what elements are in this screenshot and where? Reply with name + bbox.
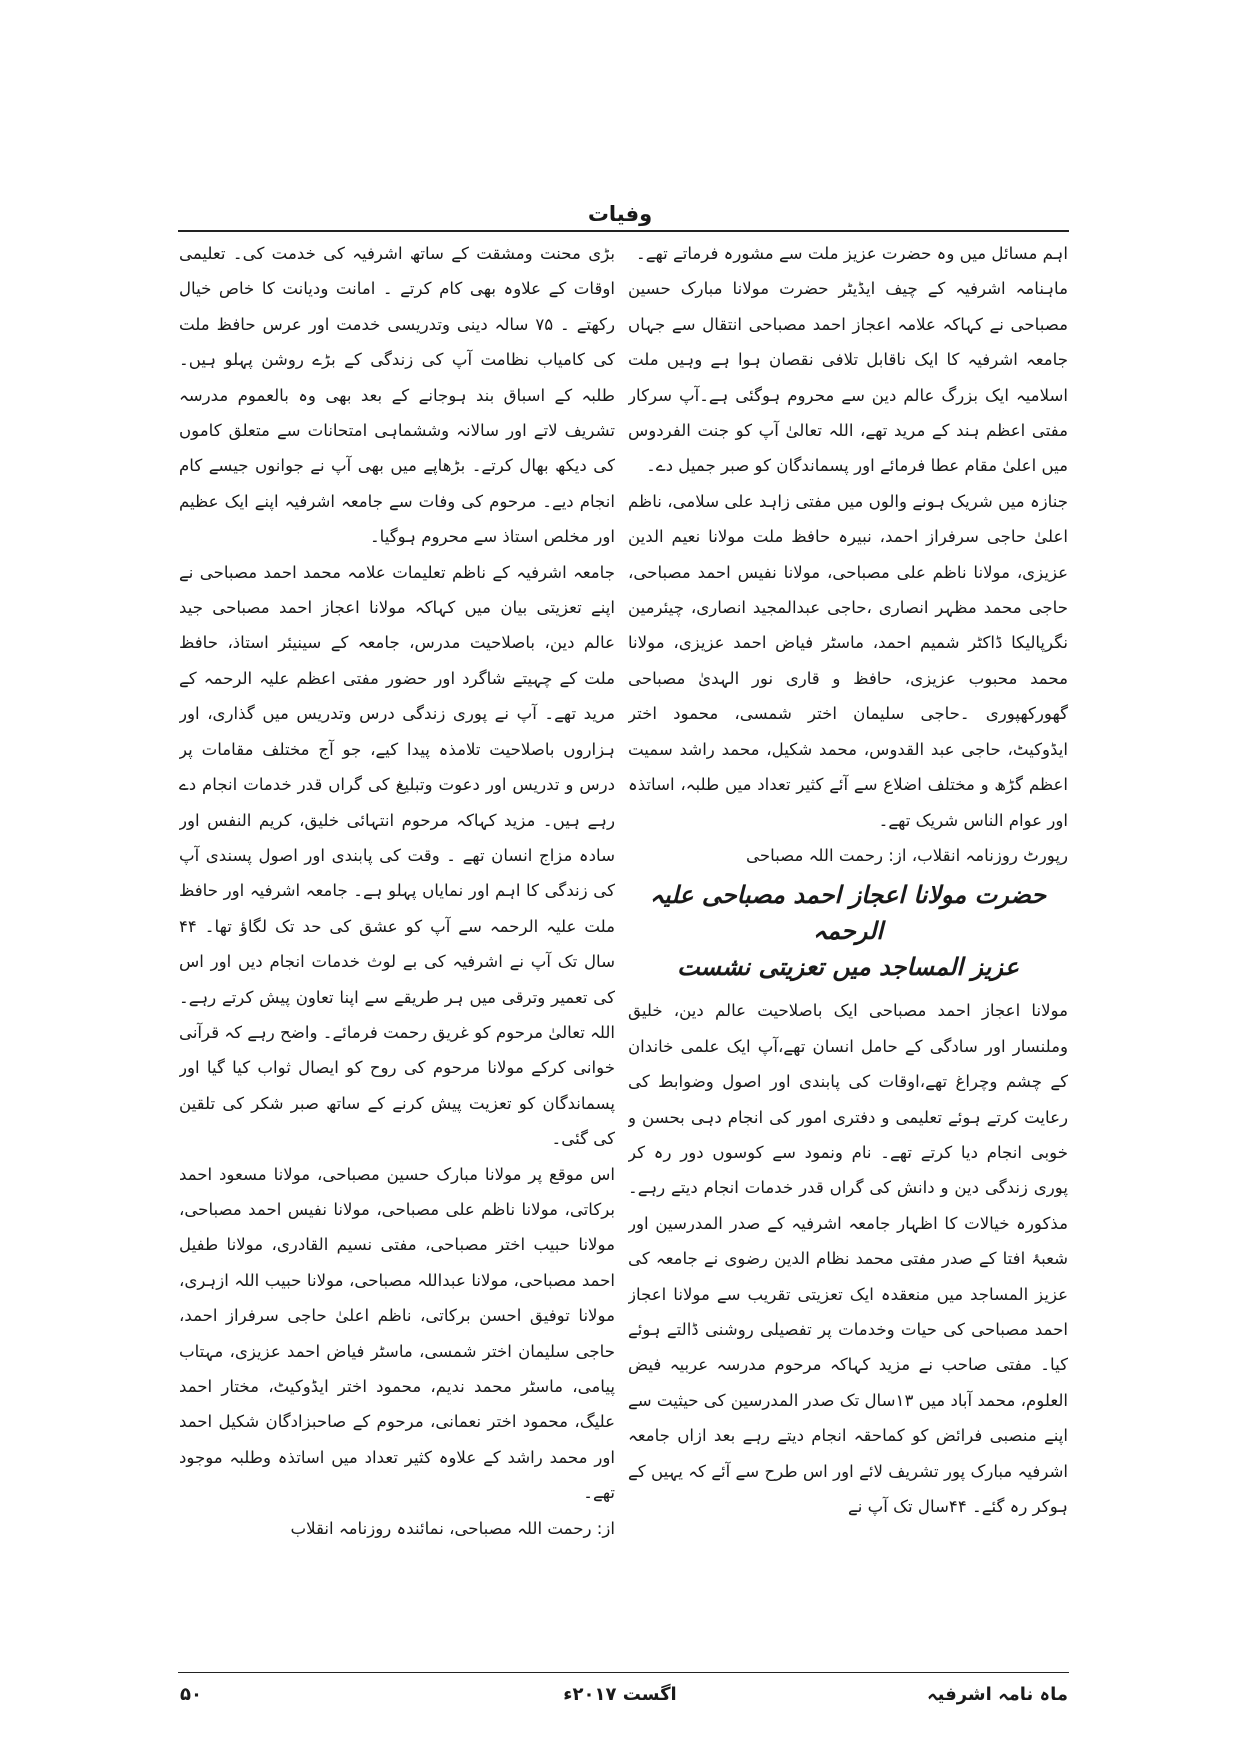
magazine-name: ماہ نامہ اشرفیہ [927,1684,1068,1705]
issue-date: اگست ۲۰۱۷ء [563,1684,677,1705]
header-rule [178,230,1069,232]
article-heading-line1: حضرت مولانا اعجاز احمد مصباحی علیہ الرحمہ [649,881,1047,946]
paragraph: بڑی محنت ومشقت کے ساتھ اشرفیہ کی خدمت کی۔ تعلیمی اوقات کے علاوہ بھی کام کرتے ۔ امانت ودیانت کا خاص خیال رکھتے ۔ ۷۵ سالہ دینی وتدریسی خدمت اور عرس حافظ ملت کی کامیاب نظامت آپ کی زندگی کے بڑے روشن پہلو ہیں۔ طلبہ کے اسباق بند ہوجانے کے بعد بھی وہ بالعموم مدرسہ تشریف لاتے اور سالانہ وششماہی امتحانات سے متعلق کاموں کی دیکھ بھال کرتے۔ بڑھاپے میں بھی آپ نے جوانوں جیسے کام انجام دیے۔ مرحوم کی وفات سے جامعہ اشرفیہ اپنے ایک عظیم اور مخلص استاذ سے محروم ہوگیا۔ [179,244,615,547]
paragraph: اس موقع پر مولانا مبارک حسین مصباحی، مولانا مسعود احمد برکاتی، مولانا ناظم علی مصباحی، مولانا نفیس احمد مصباحی، مولانا حبیب اختر مصباحی، مفتی نسیم القادری، مولانا طفیل احمد مصباحی، مولانا عبداللہ مصباحی، مولانا حبیب اللہ ازہری، مولانا توفیق احسن برکاتی، ناظم اعلیٰ حاجی سرفراز احمد، حاجی سلیمان اختر شمسی، ماسٹر فیاض احمد عزیزی، مہتاب پیامی، ماسٹر محمد ندیم، محمود اختر ایڈوکیٹ، مختار احمد علیگ، محمود اختر نعمانی، مرحوم کے صاحبزادگان شکیل احمد اور محمد راشد کے علاوہ کثیر تعداد میں اساتذہ وطلبہ موجود تھے۔ [179,1164,615,1503]
report-byline: رپورٹ روزنامہ انقلاب، از: رحمت اللہ مصباحی [746,845,1068,865]
paragraph: جامعہ اشرفیہ کے ناظم تعلیمات علامہ محمد احمد مصباحی نے اپنے تعزیتی بیان میں کہاکہ مولانا اعجاز احمد مصباحی جید عالم دین، باصلاحیت مدرس، جامعہ کے سینیئر استاذ، حافظ ملت کے چہیتے شاگرد اور حضور مفتی اعظم علیہ الرحمہ کے مرید تھے۔ آپ نے پوری زندگی درس وتدریس میں گذاری، اور ہزاروں باصلاحیت تلامذہ پیدا کیے، جو آج مختلف مقامات پر درس و تدریس اور دعوت وتبلیغ کی گراں قدر خدمات انجام دے رہے ہیں۔ مزید کہاکہ مرحوم انتہائی خلیق، کریم النفس اور سادہ مزاج انسان تھے ۔ وقت کی پابندی اور اصول پسندی آپ کی زندگی کا اہم اور نمایاں پہلو ہے۔ جامعہ اشرفیہ اور حافظ ملت علیہ الرحمہ سے آپ کو عشق کی حد تک لگاؤ تھا۔ ۴۴ سال تک آپ نے اشرفیہ کی بے لوث خدمات انجام دیں اور اس کی تعمیر وترقی میں ہر طریقے سے اپنا تعاون پیش کرتے رہے۔ اللہ تعالیٰ مرحوم کو غریق رحمت فرمائے۔ واضح رہے کہ قرآنی خوانی کرکے مولانا مرحوم کی روح کو ایصال ثواب کیا گیا اور پسماندگان کو تعزیت پیش کرنے کے ساتھ صبر شکر کی تلقین کی گئی۔ [179,562,615,1149]
right-column [628,236,1068,1661]
report-byline: از: رحمت اللہ مصباحی، نمائندہ روزنامہ انقلاب [290,1518,615,1538]
paragraph: جنازہ میں شریک ہونے والوں میں مفتی زاہد علی سلامی، ناظم اعلیٰ حاجی سرفراز احمد، نبیرہ حافظ ملت مولانا نعیم الدین عزیزی، مولانا ناظم علی مصباحی، مولانا نفیس احمد مصباحی، حاجی محمد مظہر انصاری ،حاجی عبدالمجید انصاری، چیئرمین نگرپالیکا ڈاکٹر شمیم احمد، ماسٹر فیاض احمد عزیزی، مولانا محمد محبوب عزیزی، حافظ و قاری نور الہدیٰ مصباحی گھورکھپوری ۔حاجی سلیمان اختر شمسی، محمود اختر ایڈوکیٹ، حاجی عبد القدوس، محمد شکیل، محمد راشد سمیت اعظم گڑھ و مختلف اضلاع سے آئے کثیر تعداد میں طلبہ، اساتذہ اور عوام الناس شریک تھے۔ [628,491,1068,830]
section-title: وفیات [587,202,653,226]
paragraph: اہم مسائل میں وہ حضرت عزیز ملت سے مشورہ فرماتے تھے۔ [636,244,1068,263]
article-heading-line2: عزیز المساجد میں تعزیتی نشست [677,953,1019,982]
page-number: ۵۰ [180,1684,202,1705]
left-column [179,236,615,1661]
paragraph: ماہنامہ اشرفیہ کے چیف ایڈیٹر حضرت مولانا مبارک حسین مصباحی نے کہاکہ علامہ اعجاز احمد مصباحی انتقال سے جہاں جامعہ اشرفیہ کا ایک ناقابل تلافی نقصان ہوا ہے وہیں ملت اسلامیہ ایک بزرگ عالم دین سے محروم ہوگئی ہے۔آپ سرکار مفتی اعظم ہند کے مرید تھے، اللہ تعالیٰ آپ کو جنت الفردوس میں اعلیٰ مقام عطا فرمائے اور پسماندگان کو صبر جمیل دے۔ [628,279,1068,476]
footer-rule [178,1672,1069,1673]
paragraph: مولانا اعجاز احمد مصباحی ایک باصلاحیت عالم دین، خلیق وملنسار اور سادگی کے حامل انسان تھے،آپ ایک علمی خاندان کے چشم وچراغ تھے،اوقات کی پابندی اور اصول وضوابط کی رعایت کرتے ہوئے تعلیمی و دفتری امور کی انجام دہی بحسن و خوبی انجام دیا کرتے تھے۔ نام ونمود سے کوسوں دور رہ کر پوری زندگی دین و دانش کی گراں قدر خدمات انجام دیتے رہے۔ مذکورہ خیالات کا اظہار جامعہ اشرفیہ کے صدر المدرسین اور شعبۂ افتا کے صدر مفتی محمد نظام الدین رضوی نے جامعہ کی عزیز المساجد میں منعقدہ ایک تعزیتی تقریب سے مولانا اعجاز احمد مصباحی کی حیات وخدمات پر تفصیلی روشنی ڈالتے ہوئے کیا۔ مفتی صاحب نے مزید کہاکہ مرحوم مدرسہ عربیہ فیض العلوم، محمد آباد میں ۱۳سال تک صدر المدرسین کی حیثیت سے اپنے منصبی فرائض کو کماحقہ انجام دیتے رہے بعد ازاں جامعہ اشرفیہ مبارک پور تشریف لائے اور اس طرح سے آئے کہ یہیں کے ہوکر رہ گئے۔ ۴۴سال تک آپ نے [628,1001,1068,1516]
